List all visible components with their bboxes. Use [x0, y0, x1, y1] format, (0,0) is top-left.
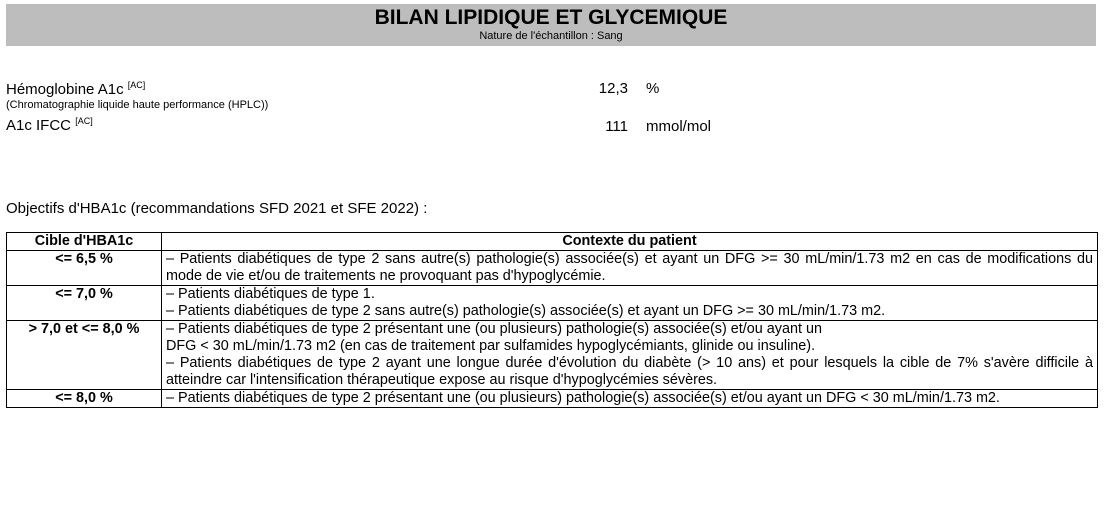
accreditation-tag: [AC] — [75, 116, 93, 126]
result-method: (Chromatographie liquide haute performance (HPLC)) — [6, 99, 269, 111]
result-value-hba1c: 12,3 — [598, 80, 628, 97]
context-line: – Patients diabétiques de type 2 sans autre(s) pathologie(s) associée(s) et ayant un DFG >= 30 mL/min/1.73 m2 en cas de modifications du mode de vie et/ou de traitements ne provoquant pas d'hypoglycémie. — [166, 251, 1093, 284]
column-header-context: Contexte du patient — [162, 233, 1098, 251]
objectives-intro: Objectifs d'HBA1c (recommandations SFD 2021 et SFE 2022) : — [6, 200, 428, 217]
report-header — [6, 4, 1096, 46]
target-cell: <= 6,5 % — [7, 251, 162, 286]
sample-nature: Nature de l'échantillon : Sang — [479, 30, 623, 42]
context-cell — [162, 251, 1098, 286]
context-line: – Patients diabétiques de type 2 présentant une (ou plusieurs) pathologie(s) associée(s) et/ou ayant un DFG < 30 mL/min/1.73 m2. — [166, 390, 1000, 406]
context-cell — [162, 390, 1098, 408]
report-title: BILAN LIPIDIQUE ET GLYCEMIQUE — [374, 6, 728, 29]
table-row — [7, 390, 1098, 408]
accreditation-tag: [AC] — [127, 80, 146, 90]
target-cell: <= 8,0 % — [7, 390, 162, 408]
context-line: – Patients diabétiques de type 2 présentant une (ou plusieurs) pathologie(s) associée(s) et/ou ayant un — [166, 321, 822, 337]
context-line: – Patients diabétiques de type 1. — [166, 286, 375, 302]
context-line: – Patients diabétiques de type 2 sans autre(s) pathologie(s) associée(s) et ayant un DFG >= 30 mL/min/1.73 m2. — [166, 303, 886, 319]
context-cell — [162, 321, 1098, 390]
context-line: DFG < 30 mL/min/1.73 m2 (en cas de traitement par sulfamides hypoglycémiants, glinide ou insuline). — [166, 338, 816, 354]
result-name: A1c IFCC — [6, 117, 72, 134]
result-unit-hba1c: % — [646, 80, 660, 97]
result-label-ifcc — [6, 116, 93, 134]
table-row — [7, 321, 1098, 390]
result-value-ifcc: 111 — [605, 118, 628, 135]
table-row — [7, 251, 1098, 286]
result-name: Hémoglobine A1c — [6, 81, 124, 98]
context-cell — [162, 286, 1098, 321]
table-header-row — [7, 233, 1098, 251]
table-row — [7, 286, 1098, 321]
context-line: – Patients diabétiques de type 2 ayant une longue durée d'évolution du diabète (> 10 ans) et pour lesquels la cible de 7% s'avère difficile à atteindre car l'intensification thérapeutique expose au risque d'hypoglycémies sévères. — [166, 355, 1093, 388]
result-label-hba1c — [6, 80, 145, 98]
target-cell: > 7,0 et <= 8,0 % — [7, 321, 162, 390]
result-unit-ifcc: mmol/mol — [646, 118, 712, 135]
column-header-target: Cible d'HBA1c — [7, 233, 162, 251]
objectives-table — [6, 232, 1098, 408]
target-cell: <= 7,0 % — [7, 286, 162, 321]
